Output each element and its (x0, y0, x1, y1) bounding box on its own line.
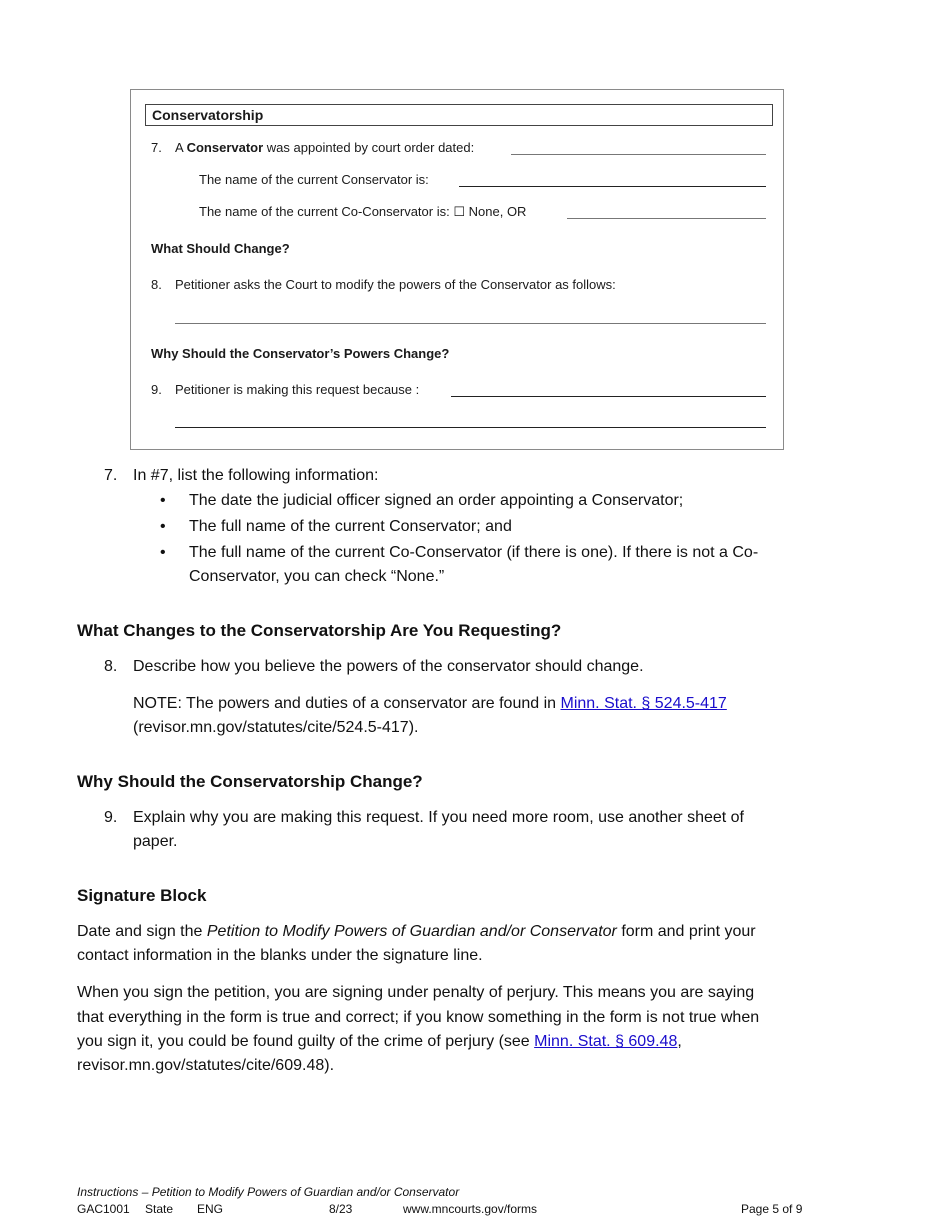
signature-para2-line2: that everything in the form is true and correct; if you know something in the form is not true when (77, 1009, 760, 1026)
form-excerpt-box (130, 89, 784, 450)
form-item-7-text: A Conservator was appointed by court order dated: (175, 140, 475, 155)
footer-jurisdiction: State (145, 1202, 174, 1216)
instruction-7-bullet-3: The full name of the current Co-Conservator (if there is one). If there is not a Co- (189, 544, 759, 561)
none-checkbox[interactable]: ☐ (453, 204, 466, 219)
form-item-7-number: 7. (151, 140, 162, 155)
signature-para1-line2: contact information in the blanks under the signature line. (77, 947, 483, 964)
footer-date: 8/23 (329, 1202, 353, 1216)
instruction-7-number: 7. (104, 467, 118, 484)
court-order-date-field[interactable] (511, 154, 766, 155)
form-section-why-change: Why Should the Conservator’s Powers Change? (151, 346, 450, 361)
instruction-8-text: Describe how you believe the powers of the conservator should change. (133, 658, 644, 675)
instruction-9-line2: paper. (133, 833, 178, 850)
modify-powers-field[interactable] (175, 323, 766, 324)
instruction-8-note: NOTE: The powers and duties of a conservator are found in Minn. Stat. § 524.5-417 (133, 695, 727, 712)
footer-form-code: GAC1001 (77, 1202, 130, 1216)
form-item-9-number: 9. (151, 382, 162, 397)
instruction-9-line1: Explain why you are making this request. If you need more room, use another sheet of (133, 809, 744, 826)
conservator-name-field[interactable] (459, 186, 766, 187)
instruction-7-intro: In #7, list the following information: (133, 467, 379, 484)
footer-page-number: Page 5 of 9 (741, 1202, 803, 1216)
signature-para2-line1: When you sign the petition, you are signing under penalty of perjury. This means you are saying (77, 984, 755, 1001)
form-item-8-number: 8. (151, 277, 162, 292)
form-item-9-text: Petitioner is making this request because : (175, 382, 420, 397)
request-reason-field[interactable] (451, 396, 766, 397)
form-section-what-should-change: What Should Change? (151, 241, 290, 256)
signature-para2-line3: you sign it, you could be found guilty of the crime of perjury (see Minn. Stat. § 609.48, (77, 1033, 682, 1050)
footer-title: Instructions – Petition to Modify Powers of Guardian and/or Conservator (77, 1185, 460, 1199)
footer-language: ENG (197, 1202, 224, 1216)
signature-para2-line4: revisor.mn.gov/statutes/cite/609.48). (77, 1057, 335, 1074)
bullet-icon: • (160, 544, 166, 561)
request-reason-field-line2[interactable] (175, 427, 766, 428)
form-section-title: Conservatorship (145, 104, 773, 126)
instruction-8-number: 8. (104, 658, 118, 675)
signature-para1-line1: Date and sign the Petition to Modify Powers of Guardian and/or Conservator form and print your (77, 923, 756, 940)
footer-url: www.mncourts.gov/forms (403, 1202, 538, 1216)
form-co-conservator-label: The name of the current Co-Conservator is: ☐ None, OR (199, 204, 527, 219)
instruction-7-bullet-3-cont: Conservator, you can check “None.” (189, 568, 445, 585)
instruction-7-bullet-1: The date the judicial officer signed an order appointing a Conservator; (189, 492, 684, 509)
instruction-8-note-url: (revisor.mn.gov/statutes/cite/524.5-417). (133, 719, 419, 736)
instruction-9-number: 9. (104, 809, 118, 826)
bullet-icon: • (160, 518, 166, 535)
bullet-icon: • (160, 492, 166, 509)
instruction-7-bullet-2: The full name of the current Conservator; and (189, 518, 512, 535)
link-minn-stat-609[interactable]: Minn. Stat. § 609.48 (534, 1033, 678, 1050)
co-conservator-name-field[interactable] (567, 218, 766, 219)
form-item-8-text: Petitioner asks the Court to modify the powers of the Conservator as follows: (175, 277, 616, 292)
heading-what-changes: What Changes to the Conservatorship Are You Requesting? (77, 621, 562, 640)
form-conservator-name-label: The name of the current Conservator is: (199, 172, 429, 187)
heading-why-change: Why Should the Conservatorship Change? (77, 772, 423, 791)
heading-signature-block: Signature Block (77, 886, 207, 905)
link-minn-stat-524[interactable]: Minn. Stat. § 524.5-417 (560, 695, 727, 712)
